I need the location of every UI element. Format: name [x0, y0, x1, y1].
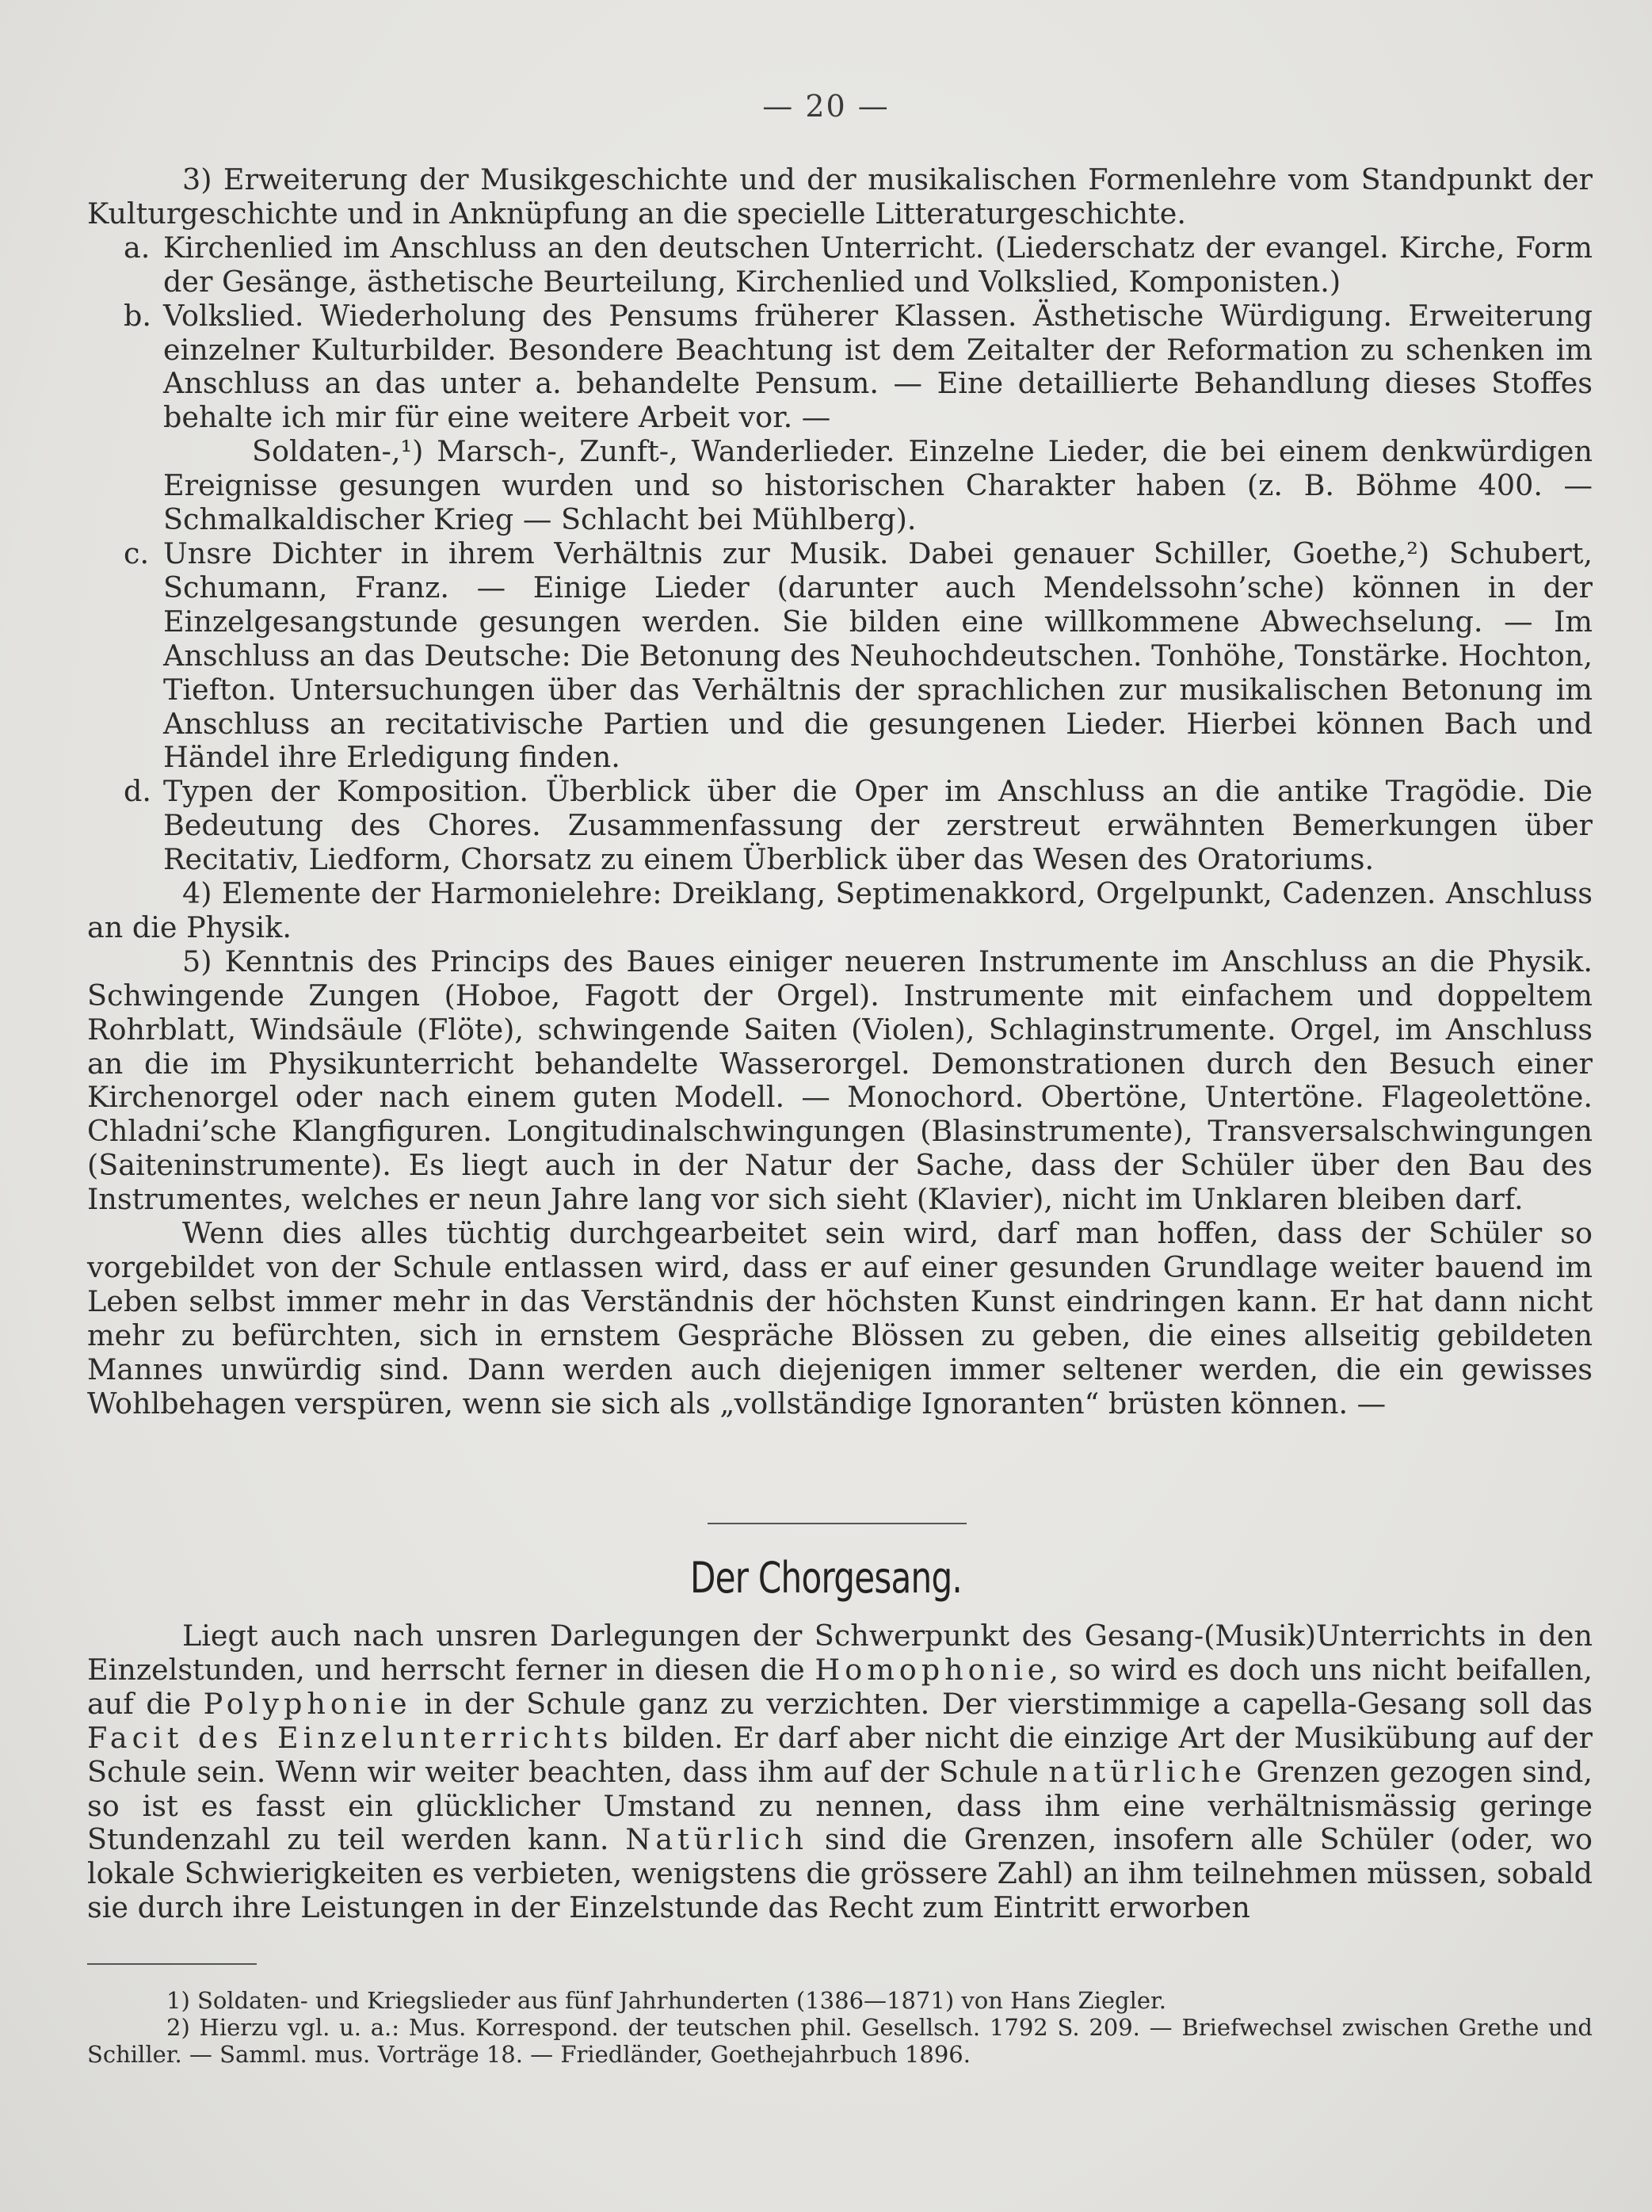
- list-marker-a: a.: [124, 230, 151, 265]
- chor-text-5: Grenzen gezogen sind, so ist es fasst ein glücklicher Umstand zu nennen, dass ihm eine verhältnismässig geringe Stundenzahl zu teil werden kann.: [87, 1754, 1593, 1857]
- emphasis-facit: Facit des Einzelunterrichts: [87, 1720, 613, 1755]
- section-heading: Der Chorgesang.: [689, 1553, 963, 1603]
- emphasis-natuerliche: natürliche: [1048, 1754, 1246, 1789]
- section-divider: [708, 1523, 967, 1524]
- chorgesang-paragraph: [87, 1619, 1593, 1925]
- list-text-c: Unsre Dichter in ihrem Verhältnis zur Musik. Dabei genauer Schiller, Goethe,²) Schubert, Schumann, Franz. — Einige Lieder (darunter auch Mendelssohn’sche) können in der Einzelgesangstunde gesungen werden. Sie bilden eine willkommene Abwechselung. — Im Anschluss an das Deutsche: Die Betonung des Neuhochdeutschen. Tonhöhe, Tonstärke. Hochton, Tiefton. Untersuchungen über das Verhältnis der sprachlichen zur musikalischen Betonung im Anschluss an recitativische Partien und die gesungenen Lieder. Hierbei können Bach und Händel ihre Erledigung finden.: [163, 536, 1593, 775]
- section-4: 4) Elemente der Harmonielehre: Dreiklang, Septimenakkord, Orgelpunkt, Cadenzen. Anschluss an die Physik.: [87, 876, 1593, 944]
- list-item-b: [87, 299, 1593, 436]
- section-5: 5) Kenntnis des Princips des Baues einiger neueren Instrumente im Anschluss an die Physik. Schwingende Zungen (Hoboe, Fagott der Orgel). Instrumente mit einfachem und doppeltem Rohrblatt, Windsäule (Flöte), schwingende Saiten (Violen), Schlaginstrumente. Orgel, im Anschluss an die im Physikunterricht behandelte Wasserorgel. Demonstrationen durch den Besuch einer Kirchenorgel oder nach einem guten Modell. — Monochord. Obertöne, Untertöne. Flageolettöne. Chladni’sche Klangfiguren. Longitudinalschwingungen (Blasinstrumente), Transversalschwingungen (Saiteninstrumente). Es liegt auch in der Natur der Sache, dass der Schüler über den Bau des Instrumentes, welches er neun Jahre lang vor sich sieht (Klavier), nicht im Unklaren bleiben darf.: [87, 944, 1593, 1217]
- footnote-2: 2) Hierzu vgl. u. a.: Mus. Korrespond. der teutschen phil. Gesellsch. 1792 S. 209. — Briefwechsel zwischen Grethe und Schiller. — Samml. mus. Vorträge 18. — Friedländer, Goethejahrbuch 1896.: [87, 2014, 1593, 2068]
- chor-text-2: , so wird es doch uns nicht beifallen, auf die: [87, 1652, 1593, 1721]
- list-marker-c: c.: [124, 536, 150, 570]
- page-number: — 20 —: [762, 89, 890, 124]
- chor-text-3: in der Schule ganz zu verzichten. Der vierstimmige a capella-Gesang soll das: [424, 1686, 1593, 1721]
- chor-text-4: bilden. Er darf aber nicht die einzige Art der Musikübung auf der Schule sein. Wenn wir weiter beachten, dass ihm auf der Schule: [87, 1720, 1593, 1789]
- list-marker-b: b.: [124, 298, 151, 333]
- chor-text-6: sind die Grenzen, insofern alle Schüler (oder, wo lokale Schwierigkeiten es verbieten, wenigstens die grössere Zahl) an ihm teilnehmen müssen, sobald sie durch ihre Leistungen in der Einzelstunde das Recht zum Eintritt erworben: [87, 1822, 1593, 1925]
- list-marker-d: d.: [124, 774, 151, 809]
- footnotes: [87, 1987, 1593, 2068]
- emphasis-polyphonie: Polyphonie: [203, 1686, 412, 1721]
- list-item-c: [87, 537, 1593, 775]
- footnote-divider: [87, 1963, 257, 1965]
- list-text-b: Volkslied. Wiederholung des Pensums früherer Klassen. Ästhetische Würdigung. Erweiterung einzelner Kulturbilder. Besondere Beachtung ist dem Zeitalter der Reformation zu schenken im Anschluss an das unter a. behandelte Pensum. — Eine detaillierte Behandlung dieses Stoffes behalte ich mir für eine weitere Arbeit vor. —: [163, 298, 1593, 435]
- list-item-a: [87, 231, 1593, 299]
- section-3-intro: 3) Erweiterung der Musikgeschichte und der musikalischen Formenlehre vom Standpunkt der Kulturgeschichte und in Anknüpfung an die specielle Litteraturgeschichte.: [87, 162, 1593, 231]
- emphasis-natuerlich: Natürlich: [625, 1822, 809, 1857]
- list-text-d: Typen der Komposition. Überblick über die Oper im Anschluss an die antike Tragödie. Die Bedeutung des Chores. Zusammenfassung der zerstreut erwähnten Bemerkungen über Recitativ, Liedform, Chorsatz zu einem Überblick über das Wesen des Oratoriums.: [163, 774, 1593, 877]
- list-item-d: [87, 775, 1593, 877]
- main-text: [87, 163, 1593, 1421]
- list-item-b-continuation: Soldaten-,¹) Marsch-, Zunft-, Wanderlieder. Einzelne Lieder, die bei einem denkwürdigen Ereignisse gesungen wurden und so historischen Charakter haben (z. B. Böhme 400. — Schmalkaldischer Krieg — Schlacht bei Mühlberg).: [163, 434, 1593, 537]
- conclusion-paragraph: Wenn dies alles tüchtig durchgearbeitet sein wird, darf man hoffen, dass der Schüler so vorgebildet von der Schule entlassen wird, dass er auf einer gesunden Grundlage weiter bauend im Leben selbst immer mehr in das Verständnis der höchsten Kunst eindringen kann. Er hat dann nicht mehr zu befürchten, sich in ernstem Gespräche Blössen zu geben, die eines allseitig gebildeten Mannes unwürdig sind. Dann werden auch diejenigen immer seltener werden, die ein gewisses Wohlbehagen verspüren, wenn sie sich als „vollständige Ignoranten“ brüsten können. —: [87, 1216, 1593, 1421]
- list-text-a: Kirchenlied im Anschluss an den deutschen Unterricht. (Liederschatz der evangel. Kirche, Form der Gesänge, ästhetische Beurteilung, Kirchenlied und Volkslied, Komponisten.): [163, 230, 1593, 299]
- chor-text-1: Liegt auch nach unsren Darlegungen der Schwerpunkt des Gesang-(Musik)Unterrichts in den Einzelstunden, und herrscht ferner in diesen die: [87, 1619, 1593, 1687]
- emphasis-homophonie: Homophonie: [815, 1652, 1050, 1687]
- footnote-1: 1) Soldaten- und Kriegslieder aus fünf Jahrhunderten (1386—1871) von Hans Ziegler.: [166, 1987, 1166, 2014]
- chorgesang-text: [87, 1619, 1593, 1925]
